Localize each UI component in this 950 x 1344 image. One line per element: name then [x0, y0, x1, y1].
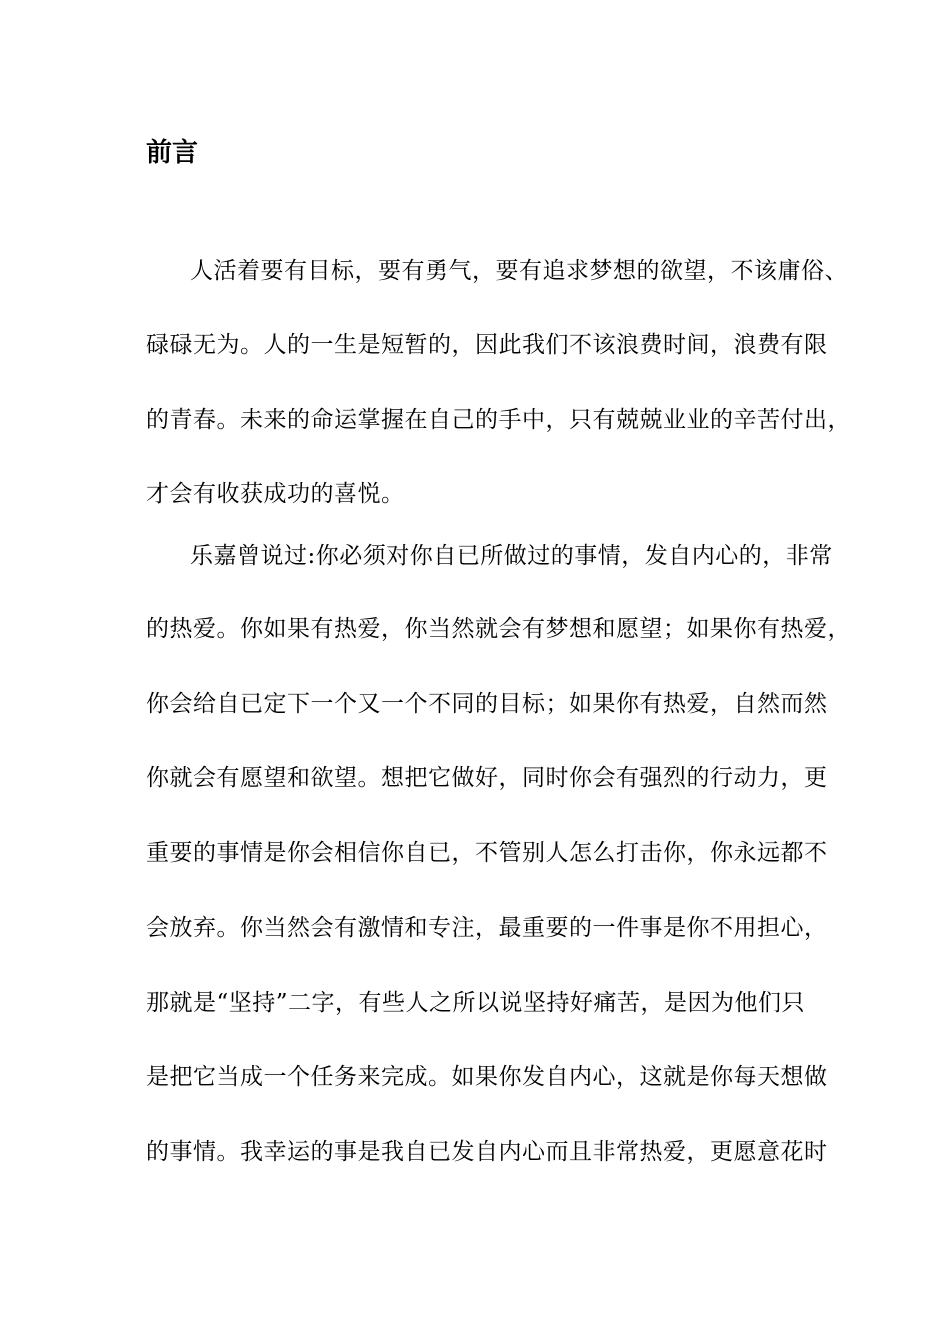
paragraph-line: 重要的事情是你会相信你自已，不管别人怎么打击你，你永远都不: [146, 840, 828, 866]
paragraph-line: 会放弃。你当然会有激情和专注，最重要的一件事是你不用担心，: [146, 915, 828, 941]
paragraph-line: 你会给自已定下一个又一个不同的目标；如果你有热爱，自然而然: [146, 691, 828, 717]
paragraph-line: 才会有收获成功的喜悦。: [146, 481, 405, 507]
paragraph-line: 那就是“坚持”二字，有些人之所以说坚持好痛苦，是因为他们只: [146, 990, 806, 1016]
paragraph-line: 你就会有愿望和欲望。想把它做好，同时你会有强烈的行动力，更: [146, 765, 828, 791]
paragraph-line: 是把它当成一个任务来完成。如果你发自内心，这就是你每天想做: [146, 1064, 828, 1090]
paragraph-line: 的事情。我幸运的事是我自已发自内心而且非常热爱，更愿意花时: [146, 1139, 828, 1165]
paragraph-line: 人活着要有目标，要有勇气，要有追求梦想的欲望，不该庸俗、: [190, 258, 848, 284]
paragraph-line: 的青春。未来的命运掌握在自己的手中，只有兢兢业业的辛苦付出，: [146, 407, 851, 433]
page-title: 前言: [146, 138, 199, 168]
paragraph-line: 乐嘉曾说过:你必须对你自已所做过的事情，发自内心的，非常: [190, 543, 833, 569]
paragraph-line: 的热爱。你如果有热爱，你当然就会有梦想和愿望；如果你有热爱，: [146, 616, 851, 642]
paragraph-line: 碌碌无为。人的一生是短暂的，因此我们不该浪费时间，浪费有限: [146, 332, 828, 358]
